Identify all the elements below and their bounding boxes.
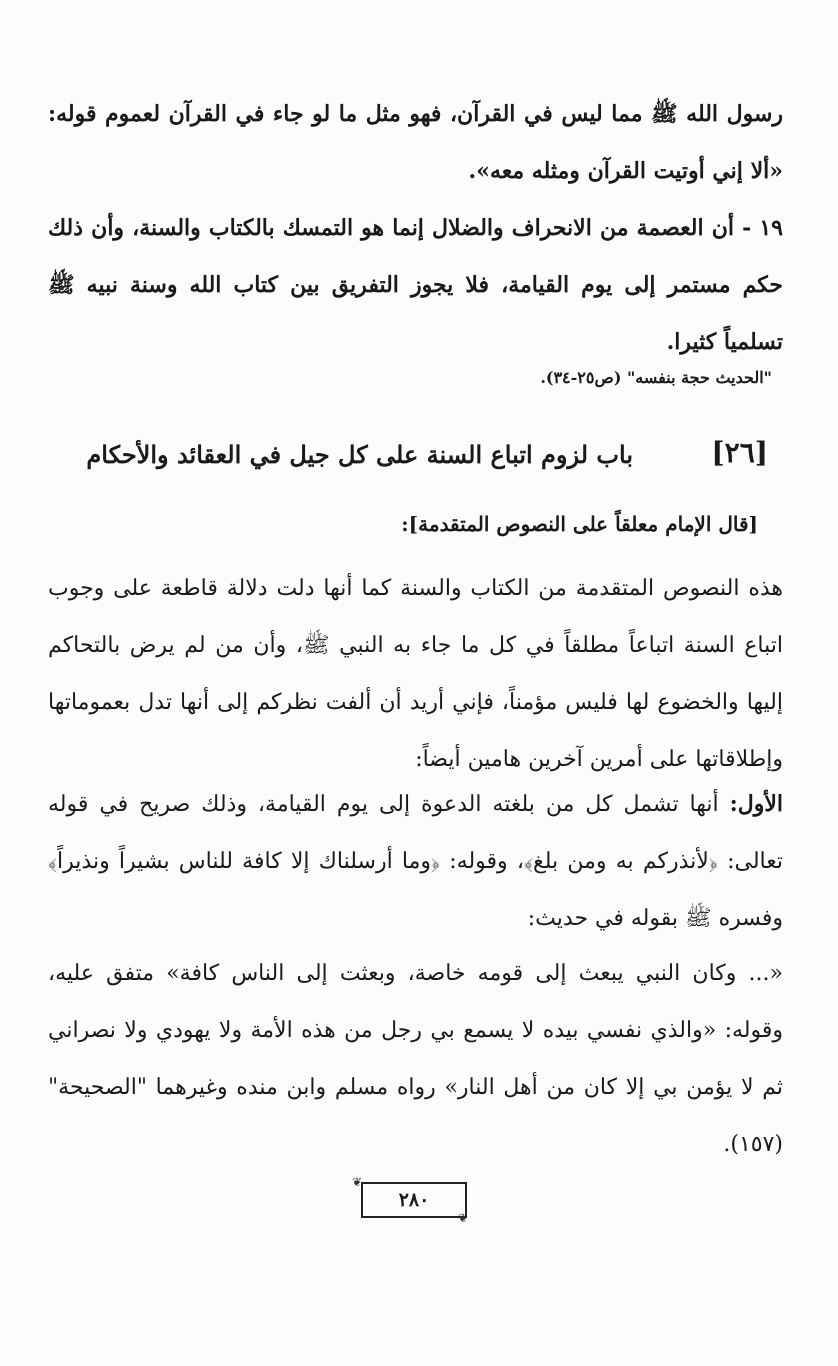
ornament-icon: ❦ xyxy=(352,1175,363,1189)
source-citation: "الحديث حجة بنفسه" (ص٢٥-٣٤). xyxy=(540,368,772,387)
page-number: ٢٨٠ xyxy=(361,1182,467,1218)
section-number: [٢٦] xyxy=(711,436,768,469)
paragraph-intro: هذه النصوص المتقدمة من الكتاب والسنة كما أنها دلت دلالة قاطعة على وجوب اتباع السنة اتباعاً مطلقاً في كل ما جاء به النبي ﷺ، وأن من لم يرض بالتحاكم إليها والخضوع لها فليس مؤمناً، فإني أريد أن ألفت نظركم إلى أنها تدل بعموماتها وإطلاقاتها على أمرين آخرين هامين أيضاً: xyxy=(48,576,783,772)
section-subtitle: [قال الإمام معلقاً على النصوص المتقدمة]: xyxy=(401,512,758,536)
section-heading xyxy=(28,436,768,498)
paragraph-hadith: «... وكان النبي يبعث إلى قومه خاصة، وبعثت إلى الناس كافة» متفق عليه، وقوله: «والذي نفسي بيده لا يسمع بي رجل من هذه الأمة ولا يهودي ولا نصراني ثم لا يؤمن بي إلا كان من أهل النار» رواه مسلم وابن منده وغيرهما "الصحيحة"(١٥٧). xyxy=(48,961,783,1157)
ornament-icon: ❦ xyxy=(458,1211,469,1225)
first-point-text: أنها تشمل كل من بلغته الدعوة إلى يوم القيامة، وذلك صريح في قوله تعالى: ﴿لأنذركم به ومن بلغ﴾، وقوله: ﴿وما أرسلناك إلا كافة للناس بشيراً ونذيراً﴾ وفسره ﷺ بقوله في حديث: xyxy=(48,792,783,931)
section-title: باب لزوم اتباع السنة على كل جيل في العقائد والأحكام xyxy=(86,440,633,469)
paragraph-point-19: ١٩ - أن العصمة من الانحراف والضلال إنما هو التمسك بالكتاب والسنة، وأن ذلك حكم مستمر إلى يوم القيامة، فلا يجوز التفريق بين كتاب الله وسنة نبيه ﷺ تسلمياً كثيرا. xyxy=(48,215,783,355)
first-point-label: الأول: xyxy=(729,791,783,817)
paragraph-continuation: رسول الله ﷺ مما ليس في القرآن، فهو مثل ما لو جاء في القرآن لعموم قوله: «ألا إني أوتيت القرآن ومثله معه». xyxy=(48,101,784,184)
paragraph-first-point xyxy=(48,776,783,947)
